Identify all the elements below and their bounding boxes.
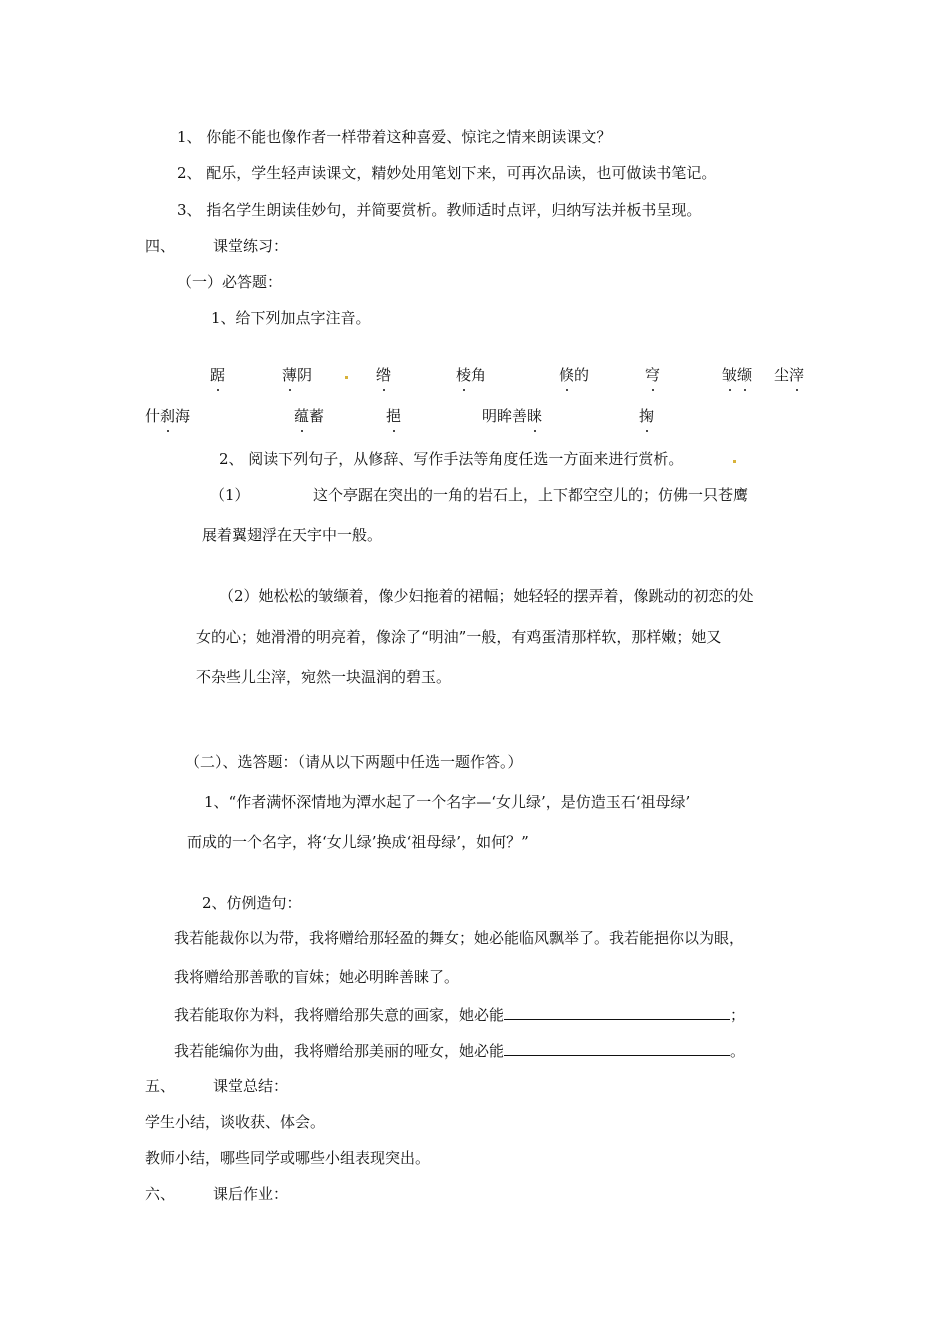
fill-in-line xyxy=(174,1005,745,1025)
fill-prefix: 我若能取你为料，我将赠给那失意的画家，她必能 xyxy=(174,1006,505,1024)
subsection-heading: （一）必答题： xyxy=(177,273,283,291)
fill-in-line xyxy=(174,1041,745,1061)
highlight-mark xyxy=(345,376,348,379)
fill-suffix: 。 xyxy=(730,1042,746,1060)
emphasis-dot xyxy=(167,430,169,432)
word-item: 穹 xyxy=(645,366,661,384)
question-text: 1、“作者满怀深情地为潭水起了一个名字—‘女儿绿’，是仿造玉石‘祖母绿’ xyxy=(204,793,691,811)
word-item: 什刹海 xyxy=(145,407,191,425)
word-item: 绺 xyxy=(376,366,392,384)
list-item: 1、 你能不能也像作者一样带着这种喜爱、惊诧之情来朗读课文？ xyxy=(177,128,612,146)
section-title: 课堂练习： xyxy=(213,237,289,255)
emphasis-dot xyxy=(534,430,536,432)
emphasis-dot xyxy=(393,430,395,432)
example-sentence: 我若能裁你以为带，我将赠给那轻盈的舞女；她必能临风飘举了。我若能挹你以为眼， xyxy=(174,929,745,947)
fill-prefix: 我若能编你为曲，我将赠给那美丽的哑女，她必能 xyxy=(174,1042,505,1060)
answer-blank[interactable] xyxy=(504,1041,730,1056)
fill-suffix: ； xyxy=(730,1006,746,1024)
sentence-number: （1） xyxy=(210,486,250,504)
section-number: 六、 xyxy=(145,1185,176,1203)
emphasis-dot xyxy=(796,389,798,391)
emphasis-dot xyxy=(463,389,465,391)
word-item: 蕴蓄 xyxy=(294,407,325,425)
word-item: 尘滓 xyxy=(774,366,805,384)
word-item: 皱缬 xyxy=(722,366,753,384)
list-item: 3、 指名学生朗读佳妙句，并简要赏析。教师适时点评，归纳写法并板书呈现。 xyxy=(177,201,702,219)
word-item: 薄阴 xyxy=(282,366,313,384)
section-title: 课堂总结： xyxy=(213,1077,289,1095)
sentence-text: 女的心；她滑滑的明亮着，像涂了“明油”一般，有鸡蛋清那样软，那样嫩；她又 xyxy=(196,628,722,646)
section-number: 四、 xyxy=(145,237,176,255)
emphasis-dot xyxy=(729,389,731,391)
question-text: 而成的一个名字，将‘女儿绿’换成‘祖母绿’，如何？” xyxy=(187,833,529,851)
highlight-mark xyxy=(733,460,736,463)
word-item: 棱角 xyxy=(456,366,487,384)
word-item: 踞 xyxy=(210,366,226,384)
emphasis-dot xyxy=(289,389,291,391)
emphasis-dot xyxy=(383,389,385,391)
emphasis-dot xyxy=(566,389,568,391)
answer-blank[interactable] xyxy=(504,1005,730,1020)
example-sentence: 我将赠给那善歌的盲妹；她必明眸善睐了。 xyxy=(174,968,460,986)
question-text: 2、 阅读下列句子，从修辞、写作手法等角度任选一方面来进行赏析。 xyxy=(219,450,684,468)
word-item: 掬 xyxy=(639,407,655,425)
sentence-text: 不杂些儿尘滓，宛然一块温润的碧玉。 xyxy=(196,668,452,686)
emphasis-dot xyxy=(646,430,648,432)
sentence-text: （2）她松松的皱缬着，像少妇拖着的裙幅；她轻轻的摆弄着，像跳动的初恋的处 xyxy=(219,587,754,605)
emphasis-dot xyxy=(217,389,219,391)
section-number: 五、 xyxy=(145,1077,176,1095)
word-item: 倏的 xyxy=(559,366,590,384)
sentence-text: 展着翼翅浮在天宇中一般。 xyxy=(202,526,383,544)
section-title: 课后作业： xyxy=(213,1185,289,1203)
question-text: 1、给下列加点字注音。 xyxy=(211,309,371,327)
summary-line: 学生小结，谈收获、体会。 xyxy=(145,1113,326,1131)
sentence-text: 这个亭踞在突出的一角的岩石上，上下都空空儿的；仿佛一只苍鹰 xyxy=(313,486,749,504)
question-text: 2、仿例造句： xyxy=(202,894,302,912)
word-item: 明眸善睐 xyxy=(482,407,543,425)
word-item: 挹 xyxy=(386,407,402,425)
subsection-heading: （二）、选答题：（请从以下两题中任选一题作答。） xyxy=(185,753,523,771)
emphasis-dot xyxy=(652,389,654,391)
emphasis-dot xyxy=(301,430,303,432)
list-item: 2、 配乐，学生轻声读课文，精妙处用笔划下来，可再次品读，也可做读书笔记。 xyxy=(177,164,717,182)
emphasis-dot xyxy=(744,389,746,391)
summary-line: 教师小结，哪些同学或哪些小组表现突出。 xyxy=(145,1149,431,1167)
